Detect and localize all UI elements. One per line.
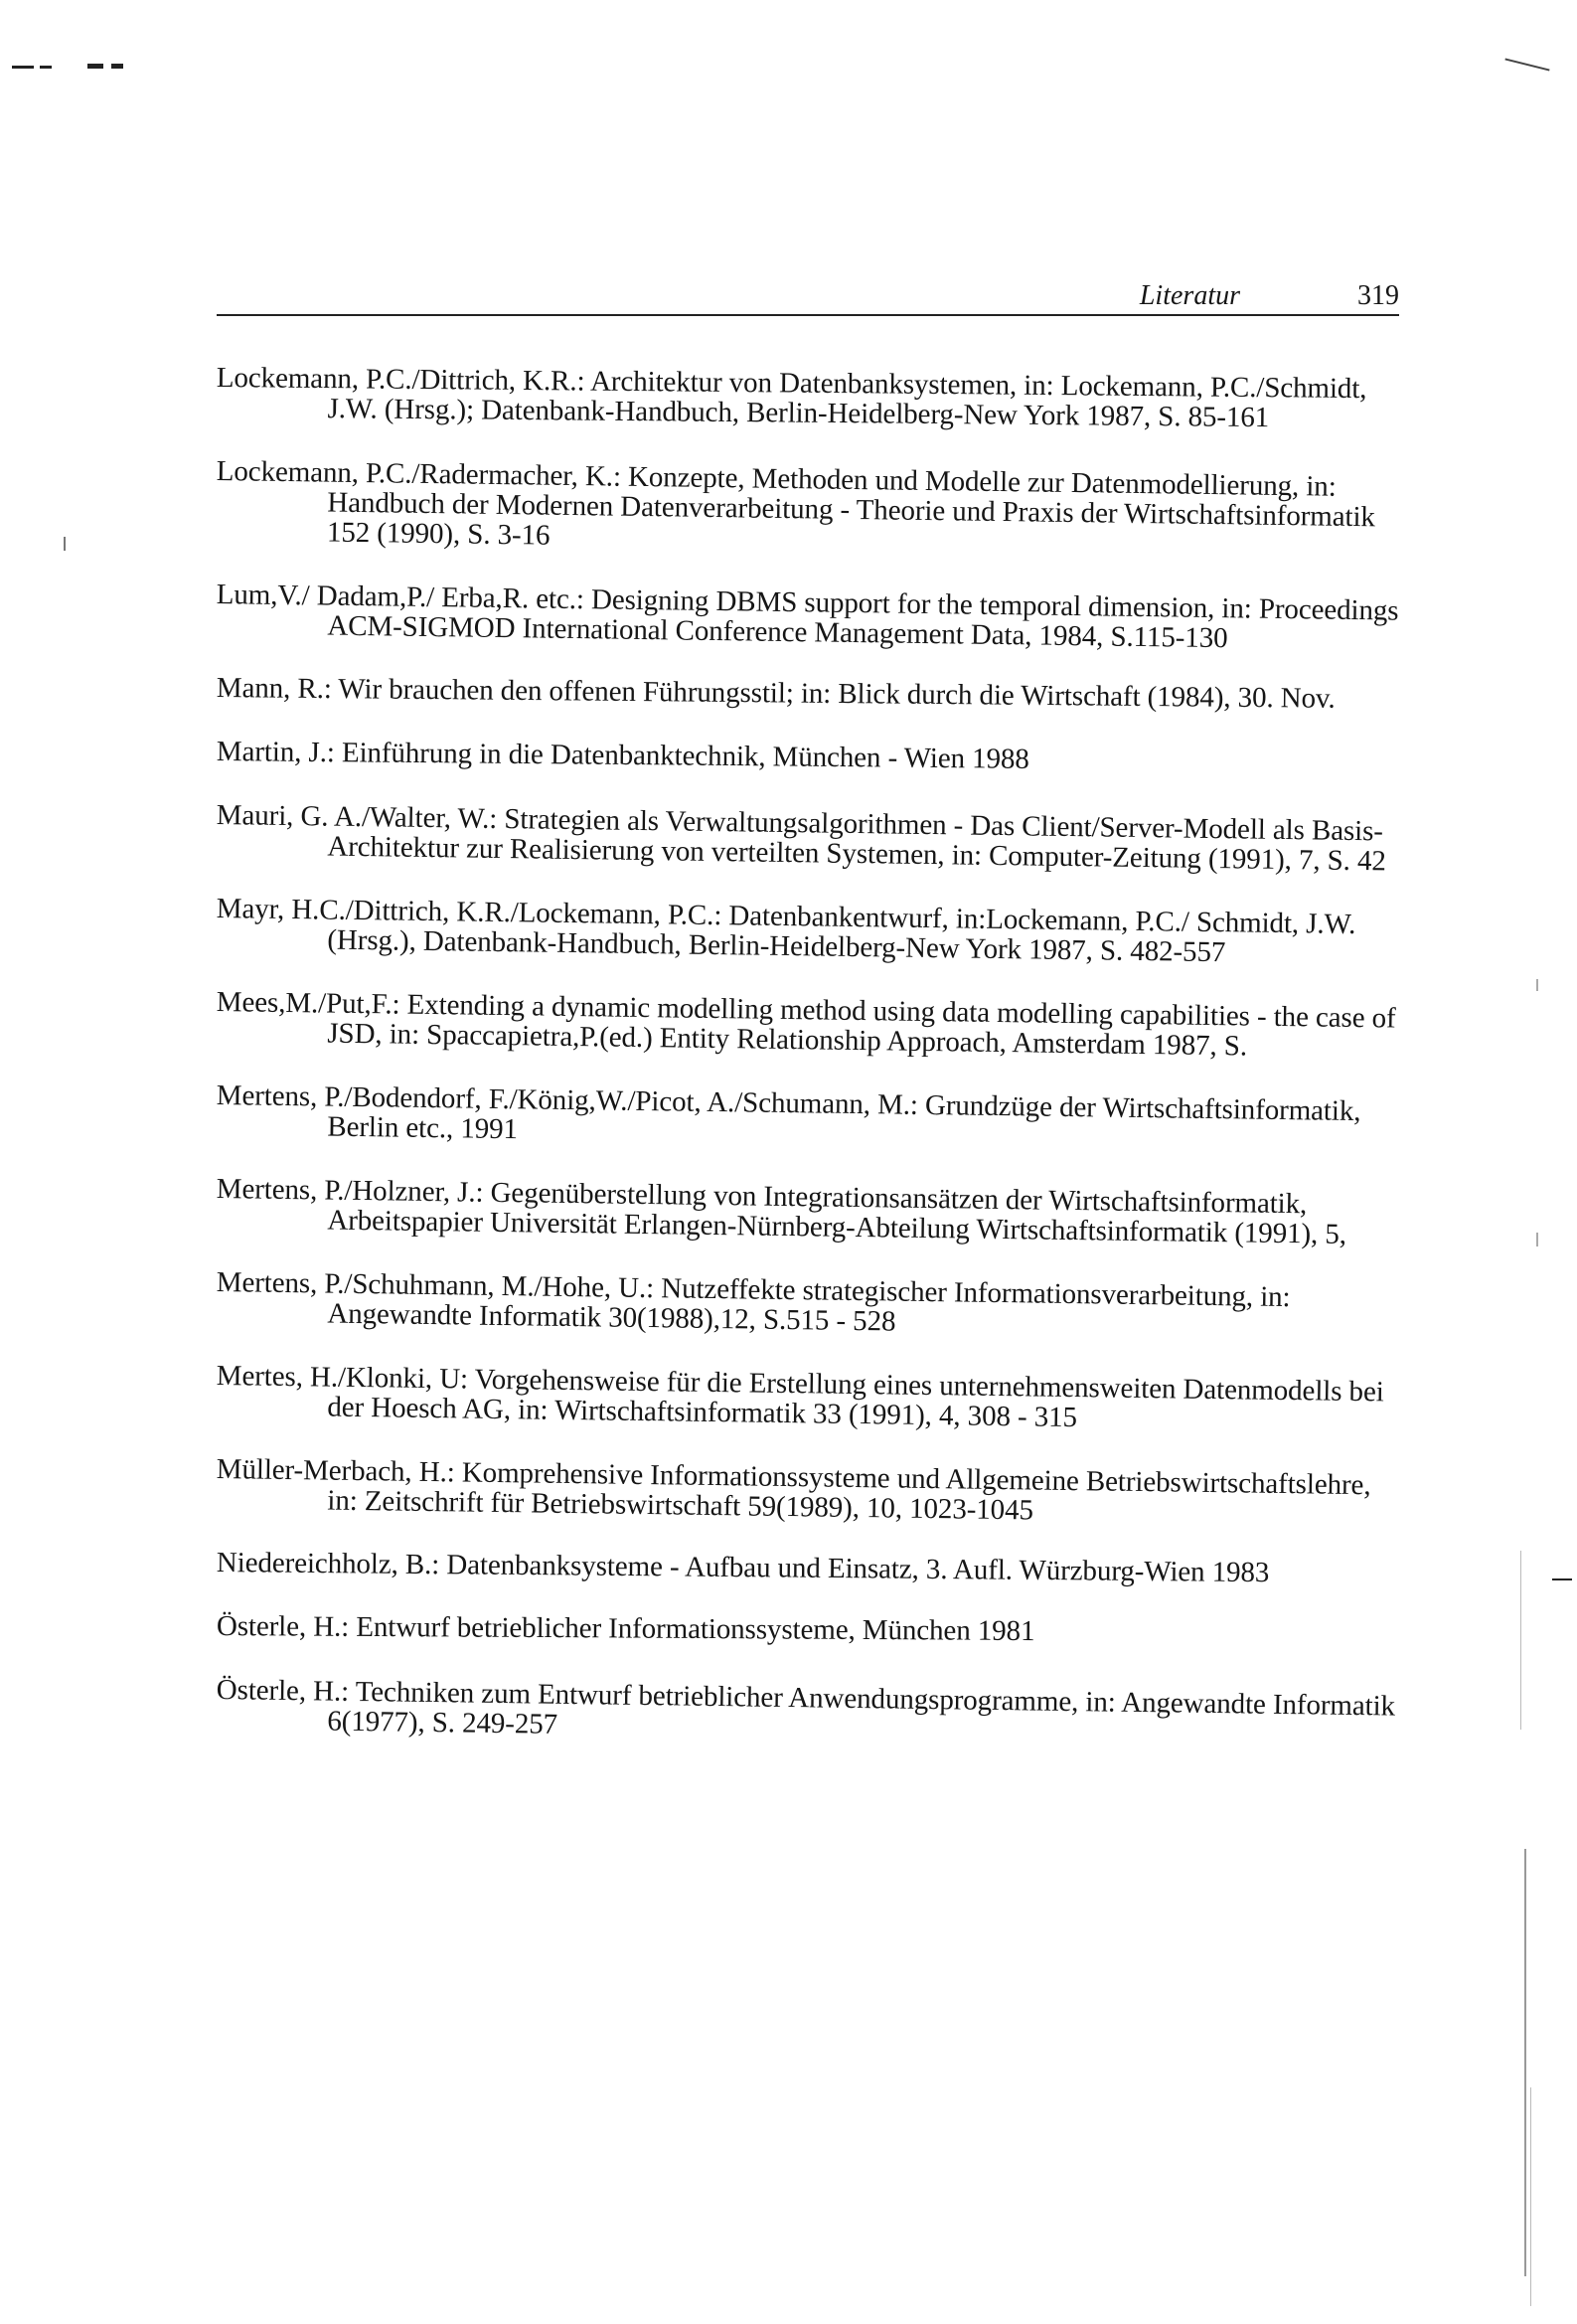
scan-mark-top-left-3 [87, 64, 103, 69]
header-section-title: Literatur [1139, 280, 1240, 311]
margin-tick-left [64, 537, 66, 551]
reference-entry: Lockemann, P.C./Radermacher, K.: Konzepte, Methoden und Modelle zur Datenmodellierung, in: Handbuch der Modernen Datenverarbeitung - Theorie und Praxis der Wirtschaftsinformatik 152 (1990), S. 3-16 [216, 455, 1376, 552]
reference-entry: Mees,M./Put,F.: Extending a dynamic modelling method using data modelling capabilities - the case of JSD, in: Spaccapietra,P.(ed.) Entity Relationship Approach, Amsterdam 1987, S. [216, 986, 1396, 1063]
reference-entry: Martin, J.: Einführung in die Datenbanktechnik, München - Wien 1988 [216, 736, 1029, 775]
margin-tick-right-2 [1536, 1233, 1538, 1246]
margin-tick-right-1 [1536, 979, 1538, 991]
reference-entry: Mertens, P./Schuhmann, M./Hohe, U.: Nutzeffekte strategischer Informationsverarbeitung, in: Angewandte Informatik 30(1988),12, S.515 - 528 [216, 1266, 1291, 1338]
reference-entry: Mann, R.: Wir brauchen den offenen Führungsstil; in: Blick durch die Wirtschaft (1984), 30. Nov. [216, 672, 1336, 715]
edge-streak-right-3 [1530, 2087, 1531, 2306]
reference-entry: Mayr, H.C./Dittrich, K.R./Lockemann, P.C.: Datenbankentwurf, in:Lockemann, P.C./ Schmidt, J.W. (Hrsg.), Datenbank-Handbuch, Berlin-Heidelberg-New York 1987, S. 482-557 [216, 893, 1356, 969]
reference-entry: Österle, H.: Entwurf betrieblicher Informationssysteme, München 1981 [216, 1610, 1035, 1648]
reference-entry: Mertens, P./Holzner, J.: Gegenüberstellung von Integrationsansätzen der Wirtschaftsinformatik, Arbeitspapier Universität Erlangen-Nürnberg-Abteilung Wirtschaftsinformatik (1991), 5, [216, 1173, 1347, 1250]
reference-entry: Mertes, H./Klonki, U: Vorgehensweise für die Erstellung eines unternehmensweiten Datenmodells bei der Hoesch AG, in: Wirtschaftsinformatik 33 (1991), 4, 308 - 315 [216, 1360, 1384, 1434]
header-rule [217, 314, 1399, 316]
reference-entry: Müller-Merbach, H.: Komprehensive Informationssysteme und Allgemeine Betriebswirtschaftslehre, in: Zeitschrift für Betriebswirtschaft 59(1989), 10, 1023-1045 [216, 1453, 1371, 1527]
reference-entry: Lockemann, P.C./Dittrich, K.R.: Architektur von Datenbanksystemen, in: Lockemann, P.C./Schmidt, J.W. (Hrsg.); Datenbank-Handbuch, Berlin-Heidelberg-New York 1987, S. 85-161 [216, 362, 1367, 434]
reference-entry: Mertens, P./Bodendorf, F./König,W./Picot, A./Schumann, M.: Grundzüge der Wirtschaftsinformatik, Berlin etc., 1991 [216, 1079, 1361, 1146]
margin-dash-right [1552, 1578, 1572, 1580]
reference-entry: Niedereichholz, B.: Datenbanksysteme - Aufbau und Einsatz, 3. Aufl. Würzburg-Wien 1983 [216, 1547, 1270, 1589]
scan-mark-top-left-2 [40, 66, 52, 69]
reference-entry: Mauri, G. A./Walter, W.: Strategien als Verwaltungsalgorithmen - Das Client/Server-Modell als Basis-Architektur zur Realisierung von verteilten Systemen, in: Computer-Zeitung (1991), 7, S. 42 [216, 799, 1386, 878]
scan-mark-top-left-4 [111, 64, 123, 69]
reference-list [217, 363, 1399, 1768]
running-header [217, 266, 1399, 316]
scan-mark-top-right [1504, 58, 1549, 71]
edge-streak-right-2 [1524, 1849, 1526, 2276]
reference-entry: Lum,V./ Dadam,P./ Erba,R. etc.: Designing DBMS support for the temporal dimension, in: Proceedings ACM-SIGMOD International Conference Management Data, 1984, S.115-130 [216, 579, 1399, 655]
header-page-number: 319 [1357, 280, 1399, 311]
edge-streak-right-1 [1520, 1551, 1521, 1730]
scan-mark-top-left-1 [12, 66, 34, 69]
reference-entry: Österle, H.: Techniken zum Entwurf betrieblicher Anwendungsprogramme, in: Angewandte Informatik 6(1977), S. 249-257 [216, 1674, 1396, 1741]
